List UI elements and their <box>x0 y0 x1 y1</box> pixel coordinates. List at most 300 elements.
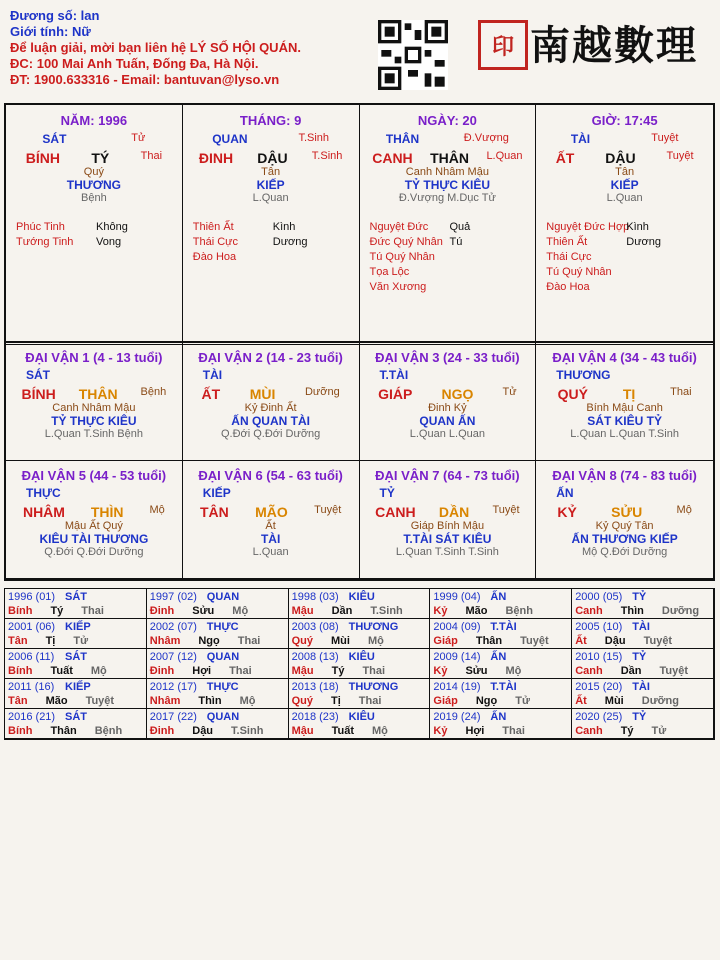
year-stem: Giáp <box>433 695 458 707</box>
qr-code-icon[interactable] <box>378 20 448 90</box>
year-state: Thai <box>358 695 382 707</box>
year-branch: Tý <box>620 725 634 737</box>
year-label: 2010 (15) <box>575 651 623 663</box>
year-branch: Dậu <box>192 725 214 737</box>
dai-van-hidden: Ất <box>265 520 276 532</box>
year-pillar <box>575 665 706 677</box>
star-item: Nguyệt Đức <box>369 221 429 233</box>
dai-van-context: L.Quan <box>252 546 289 558</box>
year-god: QUAN <box>206 591 240 603</box>
year-label: 2004 (09) <box>433 621 481 633</box>
pillar-cell <box>536 105 713 345</box>
pillar-branch: THÂN <box>430 150 469 166</box>
year-pillar <box>292 665 403 677</box>
pillar-title: NĂM: 1996 <box>60 113 128 128</box>
year-state: Tuyệt <box>85 695 115 707</box>
pillar-top-god: THÂN <box>385 132 420 146</box>
dai-van-hidden: Bính Mậu Canh <box>586 402 663 414</box>
dai-van-god: T.TÀI SÁT KIÊU <box>403 532 492 546</box>
dai-van-context: L.Quan T.Sinh Bệnh <box>44 428 143 440</box>
dai-van-title: ĐẠI VẬN 5 (44 - 53 tuổi) <box>21 468 167 483</box>
year-pillar <box>8 665 125 677</box>
year-branch: Thìn <box>620 605 644 617</box>
pillar-stars-right <box>273 220 308 250</box>
year-branch: Tý <box>331 665 345 677</box>
year-label: 2008 (13) <box>291 651 339 663</box>
year-pillar <box>433 605 551 617</box>
pillar-top-god: SÁT <box>42 132 67 146</box>
dai-van-god: KIÊU TÀI THƯƠNG <box>39 532 149 546</box>
pillar-stem: BÍNH <box>25 150 60 166</box>
year-label: 2015 (20) <box>575 681 623 693</box>
dai-van-stem-row <box>183 386 359 402</box>
pillar-top-row <box>536 132 713 146</box>
year-god: ẤN <box>490 591 507 603</box>
pillar-cell <box>360 105 537 345</box>
dai-van-context: Q.Đới Q.Đới Dưỡng <box>44 546 144 558</box>
pillar-hidden-god: KIẾP <box>256 178 285 192</box>
dai-van-state: Tử <box>502 386 517 398</box>
year-state: Thai <box>362 665 386 677</box>
pillar-branch: TÝ <box>91 150 110 166</box>
year-cell <box>147 649 289 679</box>
dai-van-branch: MÙI <box>249 386 276 402</box>
pillar-hidden-god: TỶ THỰC KIÊU <box>404 178 491 192</box>
pillar-stem: CANH <box>372 150 413 166</box>
year-branch: Mão <box>45 695 68 707</box>
year-stem: Đinh <box>149 665 175 677</box>
owner-line: Đương số: lan <box>10 8 100 23</box>
pillar-branch-state: Thai <box>140 150 163 162</box>
dai-van-stem: ẤT <box>201 386 221 402</box>
year-pillar <box>8 695 132 707</box>
year-stem: Kỷ <box>433 725 448 737</box>
pillar-hidden-god: KIẾP <box>610 178 639 192</box>
contact-line: Để luận giải, mời bạn liên hệ LÝ SỐ HỘI QUÁN. <box>10 40 301 55</box>
year-god: KIẾP <box>65 681 91 693</box>
year-state: Thai <box>237 635 261 647</box>
year-branch: Ngọ <box>198 635 220 647</box>
year-state: Tuyệt <box>659 665 688 677</box>
year-label: 1999 (04) <box>433 591 481 603</box>
year-pillar <box>433 695 548 707</box>
year-state: Bệnh <box>505 605 533 617</box>
year-pillar <box>292 605 421 617</box>
year-cell <box>5 649 147 679</box>
year-state: Mộ <box>367 635 384 647</box>
star-item: Thiên Ất <box>546 236 588 248</box>
year-branch: Tuất <box>331 725 354 737</box>
dai-van-top-god: THƯƠNG <box>556 368 611 382</box>
pillar-top-row <box>183 132 359 146</box>
dai-van-title: ĐẠI VẬN 8 (74 - 83 tuổi) <box>552 468 697 483</box>
year-label: 2009 (14) <box>433 651 481 663</box>
dai-van-stem-row <box>6 504 182 520</box>
year-pillar <box>8 725 140 737</box>
year-cell <box>289 589 431 619</box>
year-branch: Tý <box>50 605 64 617</box>
dai-van-god: TỶ THỰC KIÊU <box>51 414 137 428</box>
pillar-stars <box>16 220 128 250</box>
year-branch: Dần <box>620 665 642 677</box>
dai-van-title: ĐẠI VẬN 4 (34 - 43 tuổi) <box>552 350 697 365</box>
year-grid <box>4 588 715 740</box>
star-item: Đào Hoa <box>192 251 237 263</box>
year-branch: Thân <box>475 635 503 647</box>
pillar-hidden-stem: Tân <box>261 166 281 178</box>
star-item: Nguyệt Đức Hợp <box>546 221 630 233</box>
pillar-top-state: Đ.Vượng <box>463 132 509 144</box>
year-cell <box>147 619 289 649</box>
year-state: Tử <box>651 725 667 737</box>
dai-van-hidden: Kỷ Quý Tân <box>595 520 654 532</box>
year-pillar <box>433 665 539 677</box>
year-state: Thai <box>229 665 252 677</box>
year-label: 2014 (19) <box>433 681 481 693</box>
year-god: TỶ <box>632 651 647 663</box>
year-state: Tử <box>73 635 89 647</box>
year-cell <box>430 619 572 649</box>
dai-van-god: ẤN QUAN TÀI <box>231 414 310 428</box>
pillar-stars-right <box>450 220 471 250</box>
year-cell <box>289 709 431 739</box>
year-cell <box>5 709 147 739</box>
year-stem: Kỷ <box>433 605 448 617</box>
phone-email-line: ĐT: 1900.633316 - Email: bantuvan@lyso.vn <box>10 72 280 87</box>
year-pillar <box>575 725 684 737</box>
year-label: 2005 (10) <box>575 621 623 633</box>
year-pillar <box>575 635 690 647</box>
dai-van-context: Q.Đới Q.Đới Dưỡng <box>220 428 321 440</box>
year-label: 2013 (18) <box>291 681 339 693</box>
year-label: 1996 (01) <box>8 591 56 603</box>
star-item: Quả Tú <box>449 221 471 248</box>
dai-van-stem-row <box>6 386 182 402</box>
brand-logo: 南越數理 <box>530 22 698 69</box>
year-state: Tuyệt <box>643 635 673 647</box>
year-cell <box>147 709 289 739</box>
year-god: TÀI <box>632 621 650 633</box>
dai-van-stem: BÍNH <box>21 386 56 402</box>
year-god: SÁT <box>65 711 87 723</box>
dai-van-top-god: T.TÀI <box>379 368 409 382</box>
dai-van-hidden: Giáp Bính Mậu <box>410 520 485 532</box>
seal-stamp: 印 <box>478 20 528 70</box>
year-stem: Bính <box>8 725 33 737</box>
year-stem: Ất <box>575 695 587 707</box>
pillar-stars-right <box>96 220 128 250</box>
star-item: Đức Quý Nhân <box>369 236 443 248</box>
year-god: SÁT <box>65 651 87 663</box>
year-stem: Tân <box>8 635 28 647</box>
year-pillar <box>575 605 717 617</box>
gender-line: Giới tính: Nữ <box>10 24 91 39</box>
year-pillar <box>292 635 402 647</box>
dai-van-state: Mộ <box>149 504 165 516</box>
year-pillar <box>292 695 400 707</box>
dai-van-top-god: SÁT <box>26 368 50 382</box>
star-item: Văn Xương <box>369 281 427 293</box>
year-branch: Ngọ <box>475 695 498 707</box>
year-pillar <box>292 725 406 737</box>
pillar-branch: DẬU <box>605 150 636 166</box>
year-cell <box>572 709 714 739</box>
year-label: 2002 (07) <box>149 621 197 633</box>
dai-van-branch: NGỌ <box>441 386 474 402</box>
star-item: Thái Cực <box>546 251 592 263</box>
year-pillar <box>150 725 282 737</box>
pillar-title: GIỜ: 17:45 <box>591 113 658 128</box>
dai-van-branch: DẦN <box>438 504 470 520</box>
year-branch: Hợi <box>465 725 485 737</box>
year-label: 2018 (23) <box>291 711 339 723</box>
dai-van-top-god: KIẾP <box>202 486 231 500</box>
header <box>0 0 720 100</box>
dai-van-stem: QUÝ <box>557 386 589 402</box>
dai-van-god: QUAN ẤN <box>419 414 476 428</box>
year-cell <box>572 679 714 709</box>
address-line: ĐC: 100 Mai Anh Tuấn, Đống Đa, Hà Nội. <box>10 56 259 71</box>
year-state: Mộ <box>239 695 256 707</box>
year-god: T.TÀI <box>490 681 517 693</box>
year-cell <box>572 649 714 679</box>
pillar-context: L.Quan <box>606 192 643 204</box>
pillar-cell <box>183 105 360 345</box>
year-pillar <box>433 635 566 647</box>
dai-van-hidden: Canh Nhâm Mậu <box>52 402 136 414</box>
year-cell <box>430 709 572 739</box>
pillar-branch: DẬU <box>257 150 288 166</box>
year-state: Mộ <box>90 665 107 677</box>
pillars-grid <box>4 103 715 343</box>
year-pillar <box>433 725 543 737</box>
pillar-stars-right <box>626 220 661 250</box>
dai-van-stem: KỶ <box>557 504 577 520</box>
dai-van-branch: MÃO <box>255 504 288 520</box>
pillar-top-god: QUAN <box>212 132 248 146</box>
year-stem: Đinh <box>149 605 175 617</box>
star-item: Đào Hoa <box>546 281 590 293</box>
year-state: Thai <box>502 725 525 737</box>
year-stem: Mậu <box>291 665 314 677</box>
year-god: TỶ <box>632 591 647 603</box>
pillar-cell <box>6 105 183 345</box>
star-item: Thái Cực <box>192 236 239 248</box>
year-cell <box>430 679 572 709</box>
year-branch: Mùi <box>604 695 624 707</box>
year-branch: Tị <box>331 695 341 707</box>
pillar-top-row <box>360 132 536 146</box>
year-branch: Mão <box>465 605 488 617</box>
year-cell <box>430 589 572 619</box>
year-god: T.TÀI <box>490 621 517 633</box>
year-pillar <box>8 605 122 617</box>
year-pillar <box>150 665 270 677</box>
dai-van-stem-row <box>183 504 359 520</box>
star-item: Tọa Lộc <box>369 266 410 278</box>
pillar-context: Bệnh <box>81 192 107 204</box>
dai-van-top-god: TÀI <box>202 368 223 382</box>
dai-van-context: L.Quan T.Sinh T.Sinh <box>395 546 499 558</box>
dai-van-top-god: TỶ <box>379 486 395 500</box>
dai-van-hidden: Đinh Kỷ <box>428 402 467 414</box>
year-state: Bệnh <box>94 725 123 737</box>
dai-van-title: ĐẠI VẬN 1 (4 - 13 tuổi) <box>25 350 163 365</box>
pillar-hidden-stem: Quý <box>83 166 104 178</box>
year-stem: Nhâm <box>149 695 181 707</box>
dai-van-stem: CANH <box>375 504 416 520</box>
year-state: Mộ <box>232 605 249 617</box>
year-cell <box>572 589 714 619</box>
year-state: T.Sinh <box>370 605 403 617</box>
year-cell <box>572 619 714 649</box>
dai-van-state: Tuyệt <box>314 504 342 516</box>
year-label: 2011 (16) <box>8 681 55 693</box>
pillar-hidden-stem: Tân <box>615 166 635 178</box>
year-cell <box>430 649 572 679</box>
year-label: 2019 (24) <box>433 711 481 723</box>
year-stem: Kỷ <box>433 665 448 677</box>
pillar-top-state: Tuyệt <box>651 132 679 144</box>
pillar-stem: ĐINH <box>198 150 234 166</box>
dai-van-state: Thai <box>670 386 692 398</box>
year-label: 2020 (25) <box>575 711 623 723</box>
year-state: Mộ <box>505 665 522 677</box>
dai-van-hidden: Mậu Ất Quý <box>64 520 123 532</box>
year-cell <box>289 619 431 649</box>
pillar-top-god: TÀI <box>570 132 591 146</box>
dai-van-stem-row <box>536 504 713 520</box>
year-god: KIÊU <box>348 651 375 663</box>
dai-van-branch: SỬU <box>611 504 643 520</box>
year-state: T.Sinh <box>231 725 264 737</box>
pillar-stars <box>369 220 471 295</box>
year-label: 2006 (11) <box>8 651 55 663</box>
dai-van-god: TÀI <box>260 532 281 546</box>
year-pillar <box>150 605 266 617</box>
pillar-stars <box>546 220 662 295</box>
dai-van-title: ĐẠI VẬN 6 (54 - 63 tuổi) <box>198 468 343 483</box>
year-branch: Sửu <box>465 665 488 677</box>
pillar-branch-state: Tuyệt <box>666 150 694 162</box>
year-god: TÀI <box>632 681 650 693</box>
year-god: THỰC <box>206 681 239 693</box>
dai-van-cell <box>6 343 183 461</box>
pillar-top-state: T.Sinh <box>298 132 330 144</box>
year-branch: Dậu <box>604 635 626 647</box>
year-god: SÁT <box>65 591 87 603</box>
pillar-stem-row <box>536 150 713 166</box>
year-stem: Mậu <box>291 725 314 737</box>
year-pillar <box>150 635 279 647</box>
year-label: 2016 (21) <box>8 711 56 723</box>
dai-van-god: ẤN THƯƠNG KIẾP <box>571 532 678 546</box>
dai-van-stem-row <box>536 386 713 402</box>
year-stem: Quý <box>291 635 313 647</box>
dai-van-title: ĐẠI VẬN 7 (64 - 73 tuổi) <box>375 468 520 483</box>
pillar-stars <box>192 220 308 265</box>
year-label: 2001 (06) <box>8 621 56 633</box>
dai-van-stem-row <box>360 386 536 402</box>
star-item: Tú Quý Nhân <box>369 251 435 263</box>
year-label: 2017 (22) <box>149 711 197 723</box>
year-cell <box>289 649 431 679</box>
dai-van-stem: TÂN <box>199 504 229 520</box>
dai-van-stem-row <box>360 504 536 520</box>
dai-van-cell <box>183 343 360 461</box>
year-branch: Tuất <box>50 665 73 677</box>
dai-van-stem: NHÂM <box>22 504 65 520</box>
year-god: THƯƠNG <box>348 621 399 633</box>
year-branch: Dần <box>331 605 353 617</box>
star-item: Tướng Tinh <box>16 236 74 248</box>
dai-van-god: SÁT KIÊU TỶ <box>587 414 662 428</box>
year-god: ẤN <box>490 711 507 723</box>
dai-van-cell <box>536 461 713 579</box>
year-god: KIẾP <box>65 621 91 633</box>
pillar-hidden-god: THƯƠNG <box>66 178 121 192</box>
pillar-hidden-stem: Canh Nhâm Mậu <box>405 166 489 178</box>
dai-van-title: ĐẠI VẬN 2 (14 - 23 tuổi) <box>198 350 343 365</box>
year-pillar <box>150 695 274 707</box>
pillar-top-state: Tử <box>131 132 146 144</box>
year-cell <box>289 679 431 709</box>
year-pillar <box>575 695 697 707</box>
pillar-context: L.Quan <box>252 192 289 204</box>
year-god: THƯƠNG <box>348 681 399 693</box>
star-item: Không Vong <box>96 221 128 248</box>
year-god: ẤN <box>490 651 507 663</box>
year-branch: Hợi <box>192 665 212 677</box>
year-branch: Tị <box>45 635 56 647</box>
year-stem: Canh <box>575 605 603 617</box>
year-state: Mộ <box>372 725 388 737</box>
pillar-stem-row <box>6 150 182 166</box>
year-state: Tử <box>515 695 530 707</box>
year-stem: Nhâm <box>149 635 181 647</box>
dai-van-context: L.Quan L.Quan <box>409 428 485 440</box>
dai-van-grid <box>4 343 715 581</box>
year-stem: Giáp <box>433 635 458 647</box>
year-pillar <box>8 635 106 647</box>
dai-van-context: Mộ Q.Đới Dưỡng <box>581 546 668 558</box>
dai-van-state: Dưỡng <box>304 386 340 398</box>
dai-van-state: Bệnh <box>140 386 167 398</box>
year-label: 2003 (08) <box>291 621 339 633</box>
year-cell <box>147 589 289 619</box>
dai-van-cell <box>183 461 360 579</box>
year-god: KIÊU <box>348 591 375 603</box>
star-item: Phúc Tinh <box>16 221 65 233</box>
year-god: THỰC <box>206 621 239 633</box>
year-state: Dưỡng <box>641 695 679 707</box>
year-label: 2012 (17) <box>149 681 197 693</box>
year-state: Dưỡng <box>661 605 700 617</box>
dai-van-top-god: ẤN <box>556 486 574 500</box>
year-cell <box>5 619 147 649</box>
dai-van-branch: TỊ <box>622 386 636 402</box>
pillar-context: Đ.Vượng M.Dục Tử <box>398 192 496 204</box>
year-stem: Bính <box>8 665 33 677</box>
pillar-stem: ẤT <box>555 150 575 166</box>
year-stem: Tân <box>8 695 28 707</box>
pillar-branch-state: T.Sinh <box>311 150 343 162</box>
dai-van-branch: THÌN <box>90 504 124 520</box>
pillar-stem-row <box>183 150 359 166</box>
star-item: Thiên Ất <box>192 221 234 233</box>
dai-van-cell <box>6 461 183 579</box>
dai-van-state: Mộ <box>676 504 692 516</box>
